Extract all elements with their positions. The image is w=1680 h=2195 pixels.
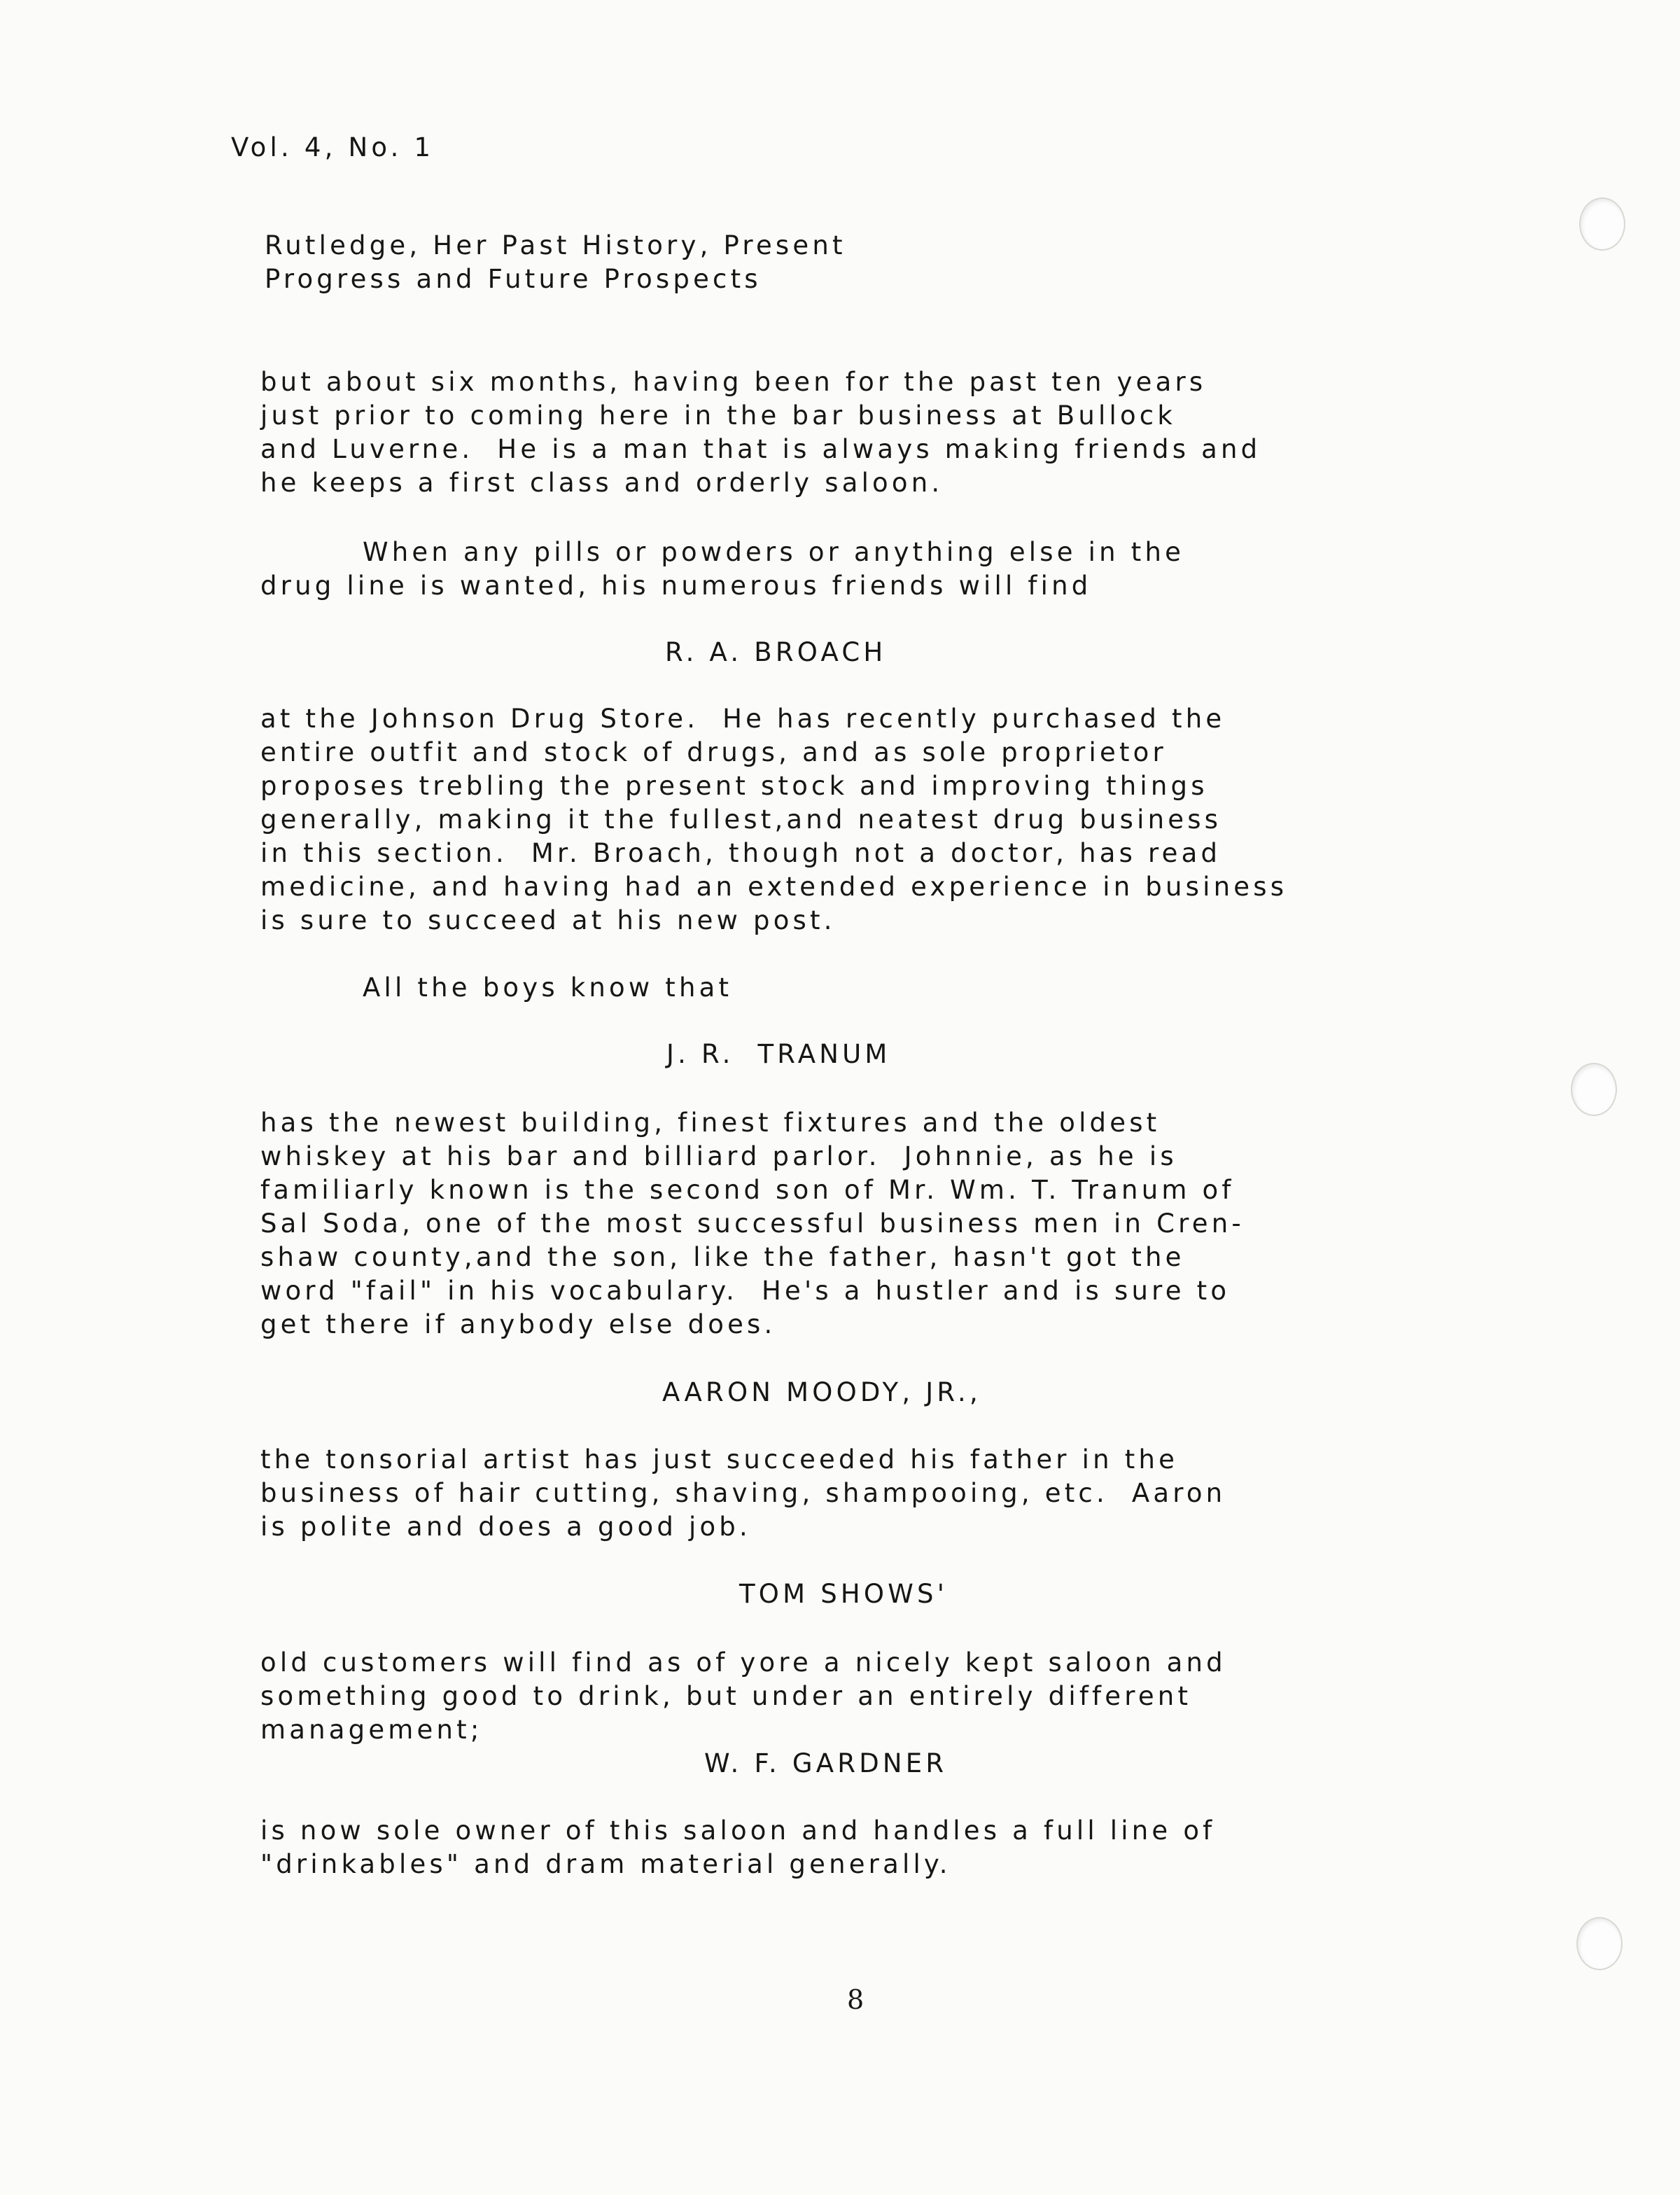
paragraph-line: drug line is wanted, his numerous friends will find xyxy=(260,571,1092,601)
paragraph-line: familiarly known is the second son of Mr. Wm. T. Tranum of xyxy=(260,1175,1235,1205)
punch-hole-middle xyxy=(1571,1063,1617,1116)
paragraph-line: just prior to coming here in the bar business at Bullock xyxy=(260,400,1176,431)
paragraph-line: management; xyxy=(260,1715,483,1745)
paragraph-line: proposes trebling the present stock and improving things xyxy=(260,771,1208,801)
paragraph-line: "drinkables" and dram material generally. xyxy=(260,1849,951,1879)
paragraph-line: Sal Soda, one of the most successful business men in Cren- xyxy=(260,1208,1245,1239)
paragraph-line: is polite and does a good job. xyxy=(260,1512,751,1542)
paragraph-line: word "fail" in his vocabulary. He's a hustler and is sure to xyxy=(260,1276,1231,1306)
paragraph-line: he keeps a first class and orderly saloon. xyxy=(260,468,944,498)
business-name-broach: R. A. BROACH xyxy=(665,637,887,667)
paragraph-line: shaw county,and the son, like the father, hasn't got the xyxy=(260,1242,1185,1272)
paragraph-line: and Luverne. He is a man that is always making friends and xyxy=(260,434,1261,464)
paragraph-line: whiskey at his bar and billiard parlor. Johnnie, as he is xyxy=(260,1141,1177,1171)
title-line-2: Progress and Future Prospects xyxy=(265,264,762,294)
paragraph-line: medicine, and having had an extended experience in business xyxy=(260,872,1288,902)
paragraph-line: something good to drink, but under an entirely different xyxy=(260,1681,1192,1711)
page-number: 8 xyxy=(847,1984,864,2015)
paragraph-line: is sure to succeed at his new post. xyxy=(260,905,836,935)
paragraph-line: in this section. Mr. Broach, though not a doctor, has read xyxy=(260,838,1222,868)
paragraph-line: When any pills or powders or anything else in the xyxy=(363,537,1185,567)
paragraph-line: the tonsorial artist has just succeeded his father in the xyxy=(260,1444,1179,1475)
paragraph-line: old customers will find as of yore a nicely kept saloon and xyxy=(260,1647,1226,1678)
paragraph-line: business of hair cutting, shaving, shampooing, etc. Aaron xyxy=(260,1478,1226,1508)
paragraph-line: at the Johnson Drug Store. He has recently purchased the xyxy=(260,704,1226,734)
business-name-gardner: W. F. GARDNER xyxy=(704,1748,948,1778)
business-name-shows: TOM SHOWS' xyxy=(739,1579,948,1609)
paragraph-line: but about six months, having been for the past ten years xyxy=(260,367,1207,397)
paragraph-line: generally, making it the fullest,and neatest drug business xyxy=(260,804,1222,835)
business-name-moody: AARON MOODY, JR., xyxy=(662,1377,981,1407)
paragraph-line: entire outfit and stock of drugs, and as sole proprietor xyxy=(260,737,1167,767)
punch-hole-top xyxy=(1579,197,1625,251)
business-name-tranum: J. R. TRANUM xyxy=(666,1039,891,1069)
title-line-1: Rutledge, Her Past History, Present xyxy=(265,230,846,260)
paragraph-line: is now sole owner of this saloon and handles a full line of xyxy=(260,1816,1216,1846)
paragraph-line: has the newest building, finest fixtures and the oldest xyxy=(260,1108,1161,1138)
punch-hole-bottom xyxy=(1576,1917,1623,1970)
paragraph-line: All the boys know that xyxy=(363,973,733,1003)
volume-label: Vol. 4, No. 1 xyxy=(231,132,435,162)
paragraph-line: get there if anybody else does. xyxy=(260,1309,776,1339)
